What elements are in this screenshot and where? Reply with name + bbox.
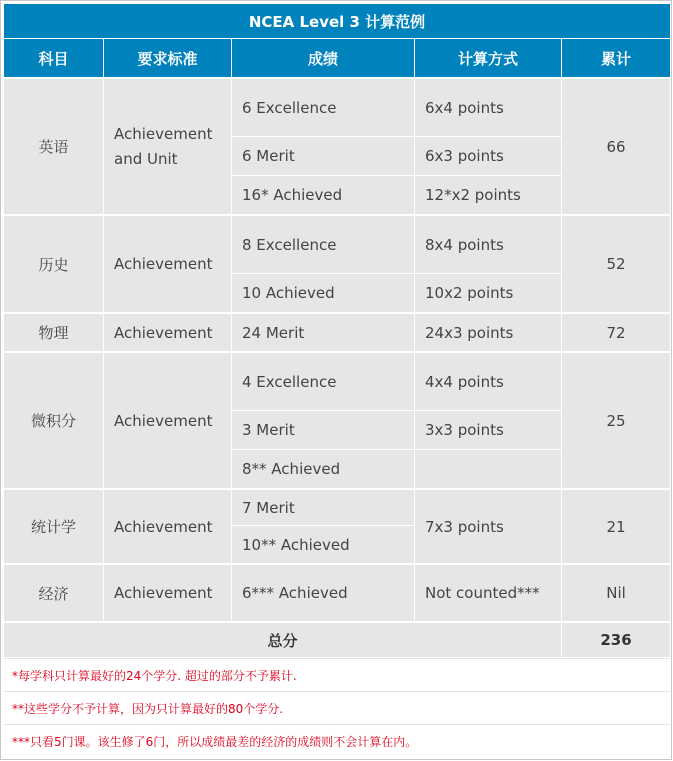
result-cell: 10** Achieved	[232, 526, 414, 563]
total-history: 52	[562, 216, 670, 312]
result-cell: 4 Excellence	[232, 353, 414, 410]
header-subject: 科目	[4, 39, 103, 77]
table-title: NCEA Level 3 计算范例	[4, 4, 670, 38]
calc-cell: Not counted***	[415, 565, 561, 621]
sum-value: 236	[562, 623, 670, 657]
standard-economics: Achievement	[104, 565, 231, 621]
result-cell: 16* Achieved	[232, 176, 414, 214]
total-economics: Nil	[562, 565, 670, 621]
calc-cell: 12*x2 points	[415, 176, 561, 214]
standard-calculus: Achievement	[104, 353, 231, 488]
calc-cell: 10x2 points	[415, 274, 561, 312]
total-statistics: 21	[562, 490, 670, 563]
standard-english: Achievement and Unit	[104, 79, 231, 214]
subject-physics: 物理	[4, 314, 103, 351]
calc-cell: 8x4 points	[415, 216, 561, 273]
calc-cell: 6x4 points	[415, 79, 561, 136]
footnote-2: **这些学分不予计算，因为只计算最好的80个学分.	[4, 692, 670, 724]
total-calculus: 25	[562, 353, 670, 488]
sum-label: 总分	[4, 623, 561, 657]
standard-history: Achievement	[104, 216, 231, 312]
result-cell: 7 Merit	[232, 490, 414, 525]
total-physics: 72	[562, 314, 670, 351]
calc-cell: 4x4 points	[415, 353, 561, 410]
result-cell: 8** Achieved	[232, 450, 414, 488]
subject-statistics: 统计学	[4, 490, 103, 563]
calc-cell: 7x3 points	[415, 490, 561, 563]
subject-english: 英语	[4, 79, 103, 214]
footnote-1: *每学科只计算最好的24个学分. 超过的部分不予累计.	[4, 659, 670, 691]
calc-cell: 3x3 points	[415, 411, 561, 449]
result-cell: 6 Excellence	[232, 79, 414, 136]
footnote-3: ***只看5门课。该生修了6门，所以成绩最差的经济的成绩则不会计算在内。	[4, 725, 670, 757]
result-cell: 3 Merit	[232, 411, 414, 449]
standard-physics: Achievement	[104, 314, 231, 351]
calc-cell-empty	[415, 450, 561, 488]
result-cell: 24 Merit	[232, 314, 414, 351]
result-cell: 10 Achieved	[232, 274, 414, 312]
subject-history: 历史	[4, 216, 103, 312]
header-calculation: 计算方式	[415, 39, 561, 77]
standard-statistics: Achievement	[104, 490, 231, 563]
total-english: 66	[562, 79, 670, 214]
header-total: 累计	[562, 39, 670, 77]
result-cell: 6 Merit	[232, 137, 414, 175]
subject-economics: 经济	[4, 565, 103, 621]
header-standard: 要求标准	[104, 39, 231, 77]
header-result: 成绩	[232, 39, 414, 77]
result-cell: 6*** Achieved	[232, 565, 414, 621]
subject-calculus: 微积分	[4, 353, 103, 488]
calc-cell: 24x3 points	[415, 314, 561, 351]
calc-cell: 6x3 points	[415, 137, 561, 175]
result-cell: 8 Excellence	[232, 216, 414, 273]
